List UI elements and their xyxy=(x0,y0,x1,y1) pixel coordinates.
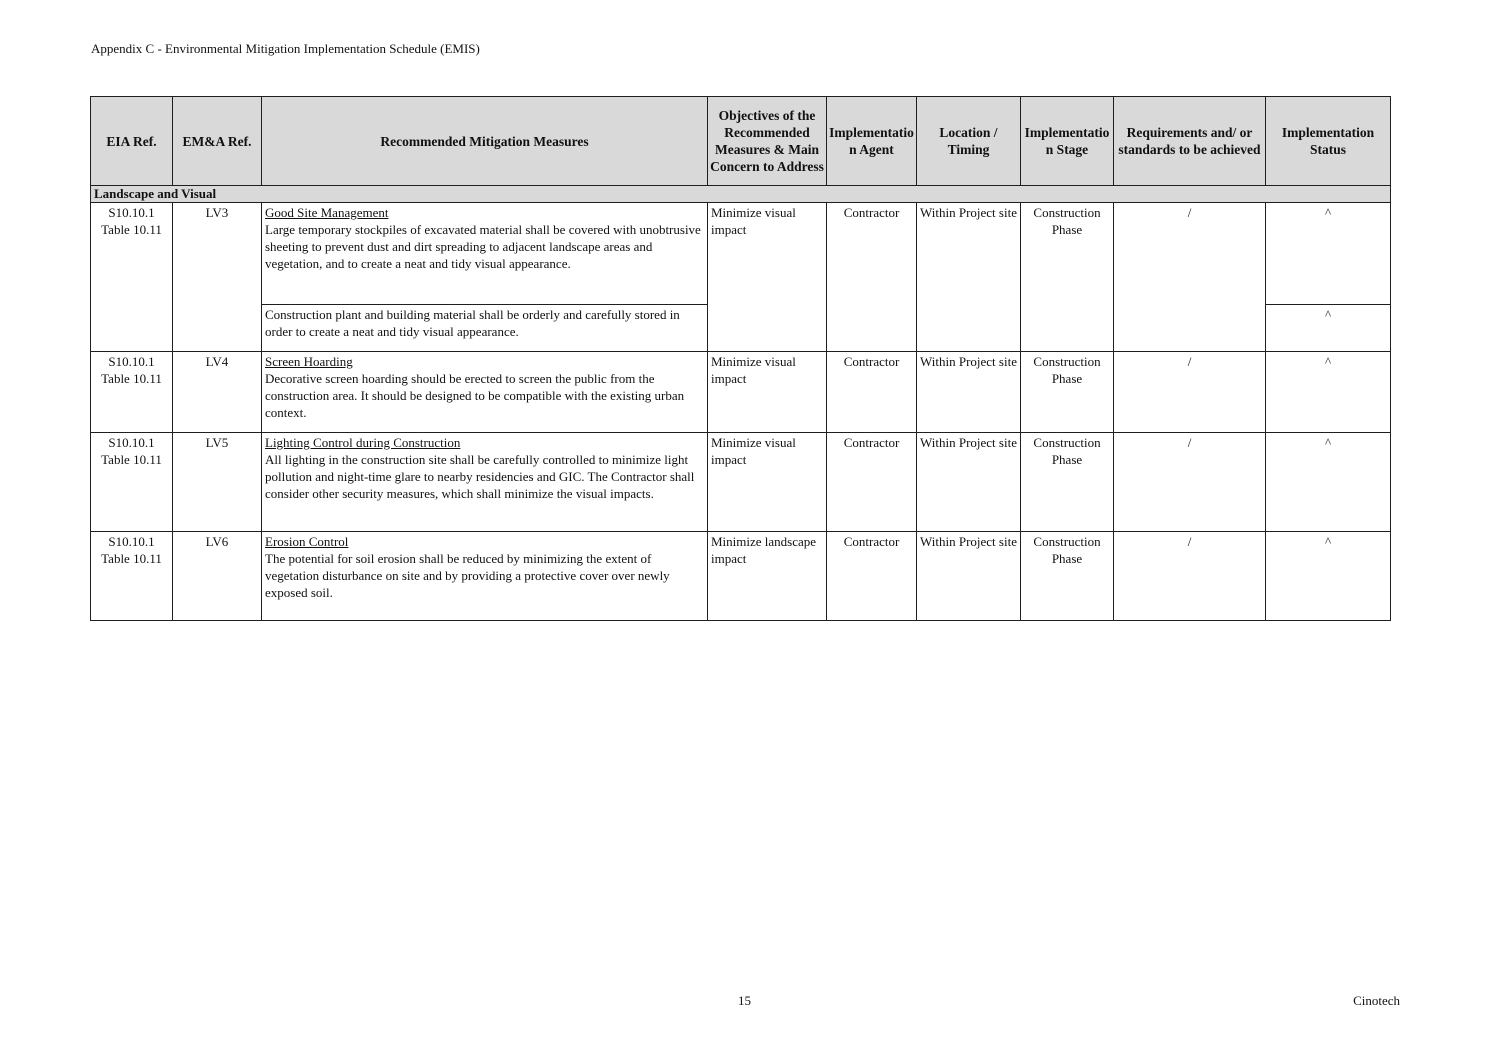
header-cell-objectives: Objectives of the Recommended Measures & Main Concern to Address xyxy=(708,97,827,186)
requirements-cell: / xyxy=(1114,352,1266,433)
header-cell-eia-ref: EIA Ref. xyxy=(91,97,173,186)
stage-cell: Construction Phase xyxy=(1021,433,1114,532)
measure-title: Good Site Management xyxy=(265,205,389,220)
measure-cell xyxy=(262,203,708,305)
ema-ref-cell: LV6 xyxy=(173,532,262,621)
header-cell-status: Implementation Status xyxy=(1266,97,1391,186)
measure-body: Large temporary stockpiles of excavated material shall be covered with unobtrusive sheeting to prevent dust and dirt spreading to adjacent landscape areas and vegetation, and to create a neat and tidy visual appearance. xyxy=(265,222,701,271)
stage-cell: Construction Phase xyxy=(1021,203,1114,352)
measure-title: Screen Hoarding xyxy=(265,354,353,369)
agent-cell: Contractor xyxy=(827,433,917,532)
section-row xyxy=(91,186,1391,203)
eia-ref-cell xyxy=(91,433,173,532)
table-row-lv4 xyxy=(91,352,1391,433)
eia-ref-line2: Table 10.11 xyxy=(101,222,162,237)
stage-cell: Construction Phase xyxy=(1021,532,1114,621)
eia-ref-line1: S10.10.1 xyxy=(108,354,155,369)
location-cell: Within Project site xyxy=(917,352,1021,433)
agent-cell: Contractor xyxy=(827,203,917,352)
header-cell-stage: Implementation Stage xyxy=(1021,97,1114,186)
header-cell-requirements: Requirements and/ or standards to be achieved xyxy=(1114,97,1266,186)
agent-cell: Contractor xyxy=(827,532,917,621)
measure-body: The potential for soil erosion shall be reduced by minimizing the extent of vegetation disturbance on site and by providing a protective cover over newly exposed soil. xyxy=(265,551,670,600)
page-number: 15 xyxy=(738,993,751,1008)
measure-body: All lighting in the construction site shall be carefully controlled to minimize light pollution and night-time glare to nearby residencies and GIC. The Contractor shall consider other security measures, which shall minimize the visual impacts. xyxy=(265,452,695,501)
status-cell: ^ xyxy=(1266,433,1391,532)
status-cell-2: ^ xyxy=(1266,305,1391,352)
requirements-cell: / xyxy=(1114,203,1266,352)
agent-cell: Contractor xyxy=(827,352,917,433)
status-cell: ^ xyxy=(1266,352,1391,433)
measure-cell xyxy=(262,532,708,621)
header-cell-ema-ref: EM&A Ref. xyxy=(173,97,262,186)
table-row-lv6 xyxy=(91,532,1391,621)
footer-company-name: Cinotech xyxy=(1353,993,1400,1008)
eia-ref-line1: S10.10.1 xyxy=(108,205,155,220)
emis-table xyxy=(90,96,1391,621)
eia-ref-line1: S10.10.1 xyxy=(108,534,155,549)
requirements-cell: / xyxy=(1114,532,1266,621)
eia-ref-cell xyxy=(91,352,173,433)
location-cell: Within Project site xyxy=(917,532,1021,621)
eia-ref-line2: Table 10.11 xyxy=(101,551,162,566)
status-cell: ^ xyxy=(1266,203,1391,305)
eia-ref-line2: Table 10.11 xyxy=(101,371,162,386)
eia-ref-cell xyxy=(91,532,173,621)
measure-cell xyxy=(262,433,708,532)
measure-cell-2: Construction plant and building material shall be orderly and carefully stored in order to create a neat and tidy visual appearance. xyxy=(262,305,708,352)
measure-title: Lighting Control during Construction xyxy=(265,435,461,450)
header-cell-agent: Implementation Agent xyxy=(827,97,917,186)
table-row-lv3 xyxy=(91,203,1391,305)
ema-ref-cell: LV4 xyxy=(173,352,262,433)
measure-cell xyxy=(262,352,708,433)
header-cell-location-timing: Location / Timing xyxy=(917,97,1021,186)
header-cell-measures: Recommended Mitigation Measures xyxy=(262,97,708,186)
page-title: Appendix C - Environmental Mitigation Implementation Schedule (EMIS) xyxy=(91,41,480,56)
objective-cell: Minimize visual impact xyxy=(708,203,827,352)
objective-cell: Minimize visual impact xyxy=(708,433,827,532)
location-cell: Within Project site xyxy=(917,433,1021,532)
stage-cell: Construction Phase xyxy=(1021,352,1114,433)
eia-ref-line2: Table 10.11 xyxy=(101,452,162,467)
eia-ref-line1: S10.10.1 xyxy=(108,435,155,450)
status-cell: ^ xyxy=(1266,532,1391,621)
objective-cell: Minimize visual impact xyxy=(708,352,827,433)
eia-ref-cell xyxy=(91,203,173,352)
measure-body: Decorative screen hoarding should be erected to screen the public from the construction area. It should be designed to be compatible with the existing urban context. xyxy=(265,371,685,420)
requirements-cell: / xyxy=(1114,433,1266,532)
objective-cell: Minimize landscape impact xyxy=(708,532,827,621)
ema-ref-cell: LV5 xyxy=(173,433,262,532)
table-row-lv5 xyxy=(91,433,1391,532)
ema-ref-cell: LV3 xyxy=(173,203,262,352)
measure-title: Erosion Control xyxy=(265,534,349,549)
location-cell: Within Project site xyxy=(917,203,1021,352)
table-header-row xyxy=(91,97,1391,186)
section-title: Landscape and Visual xyxy=(91,186,1391,203)
